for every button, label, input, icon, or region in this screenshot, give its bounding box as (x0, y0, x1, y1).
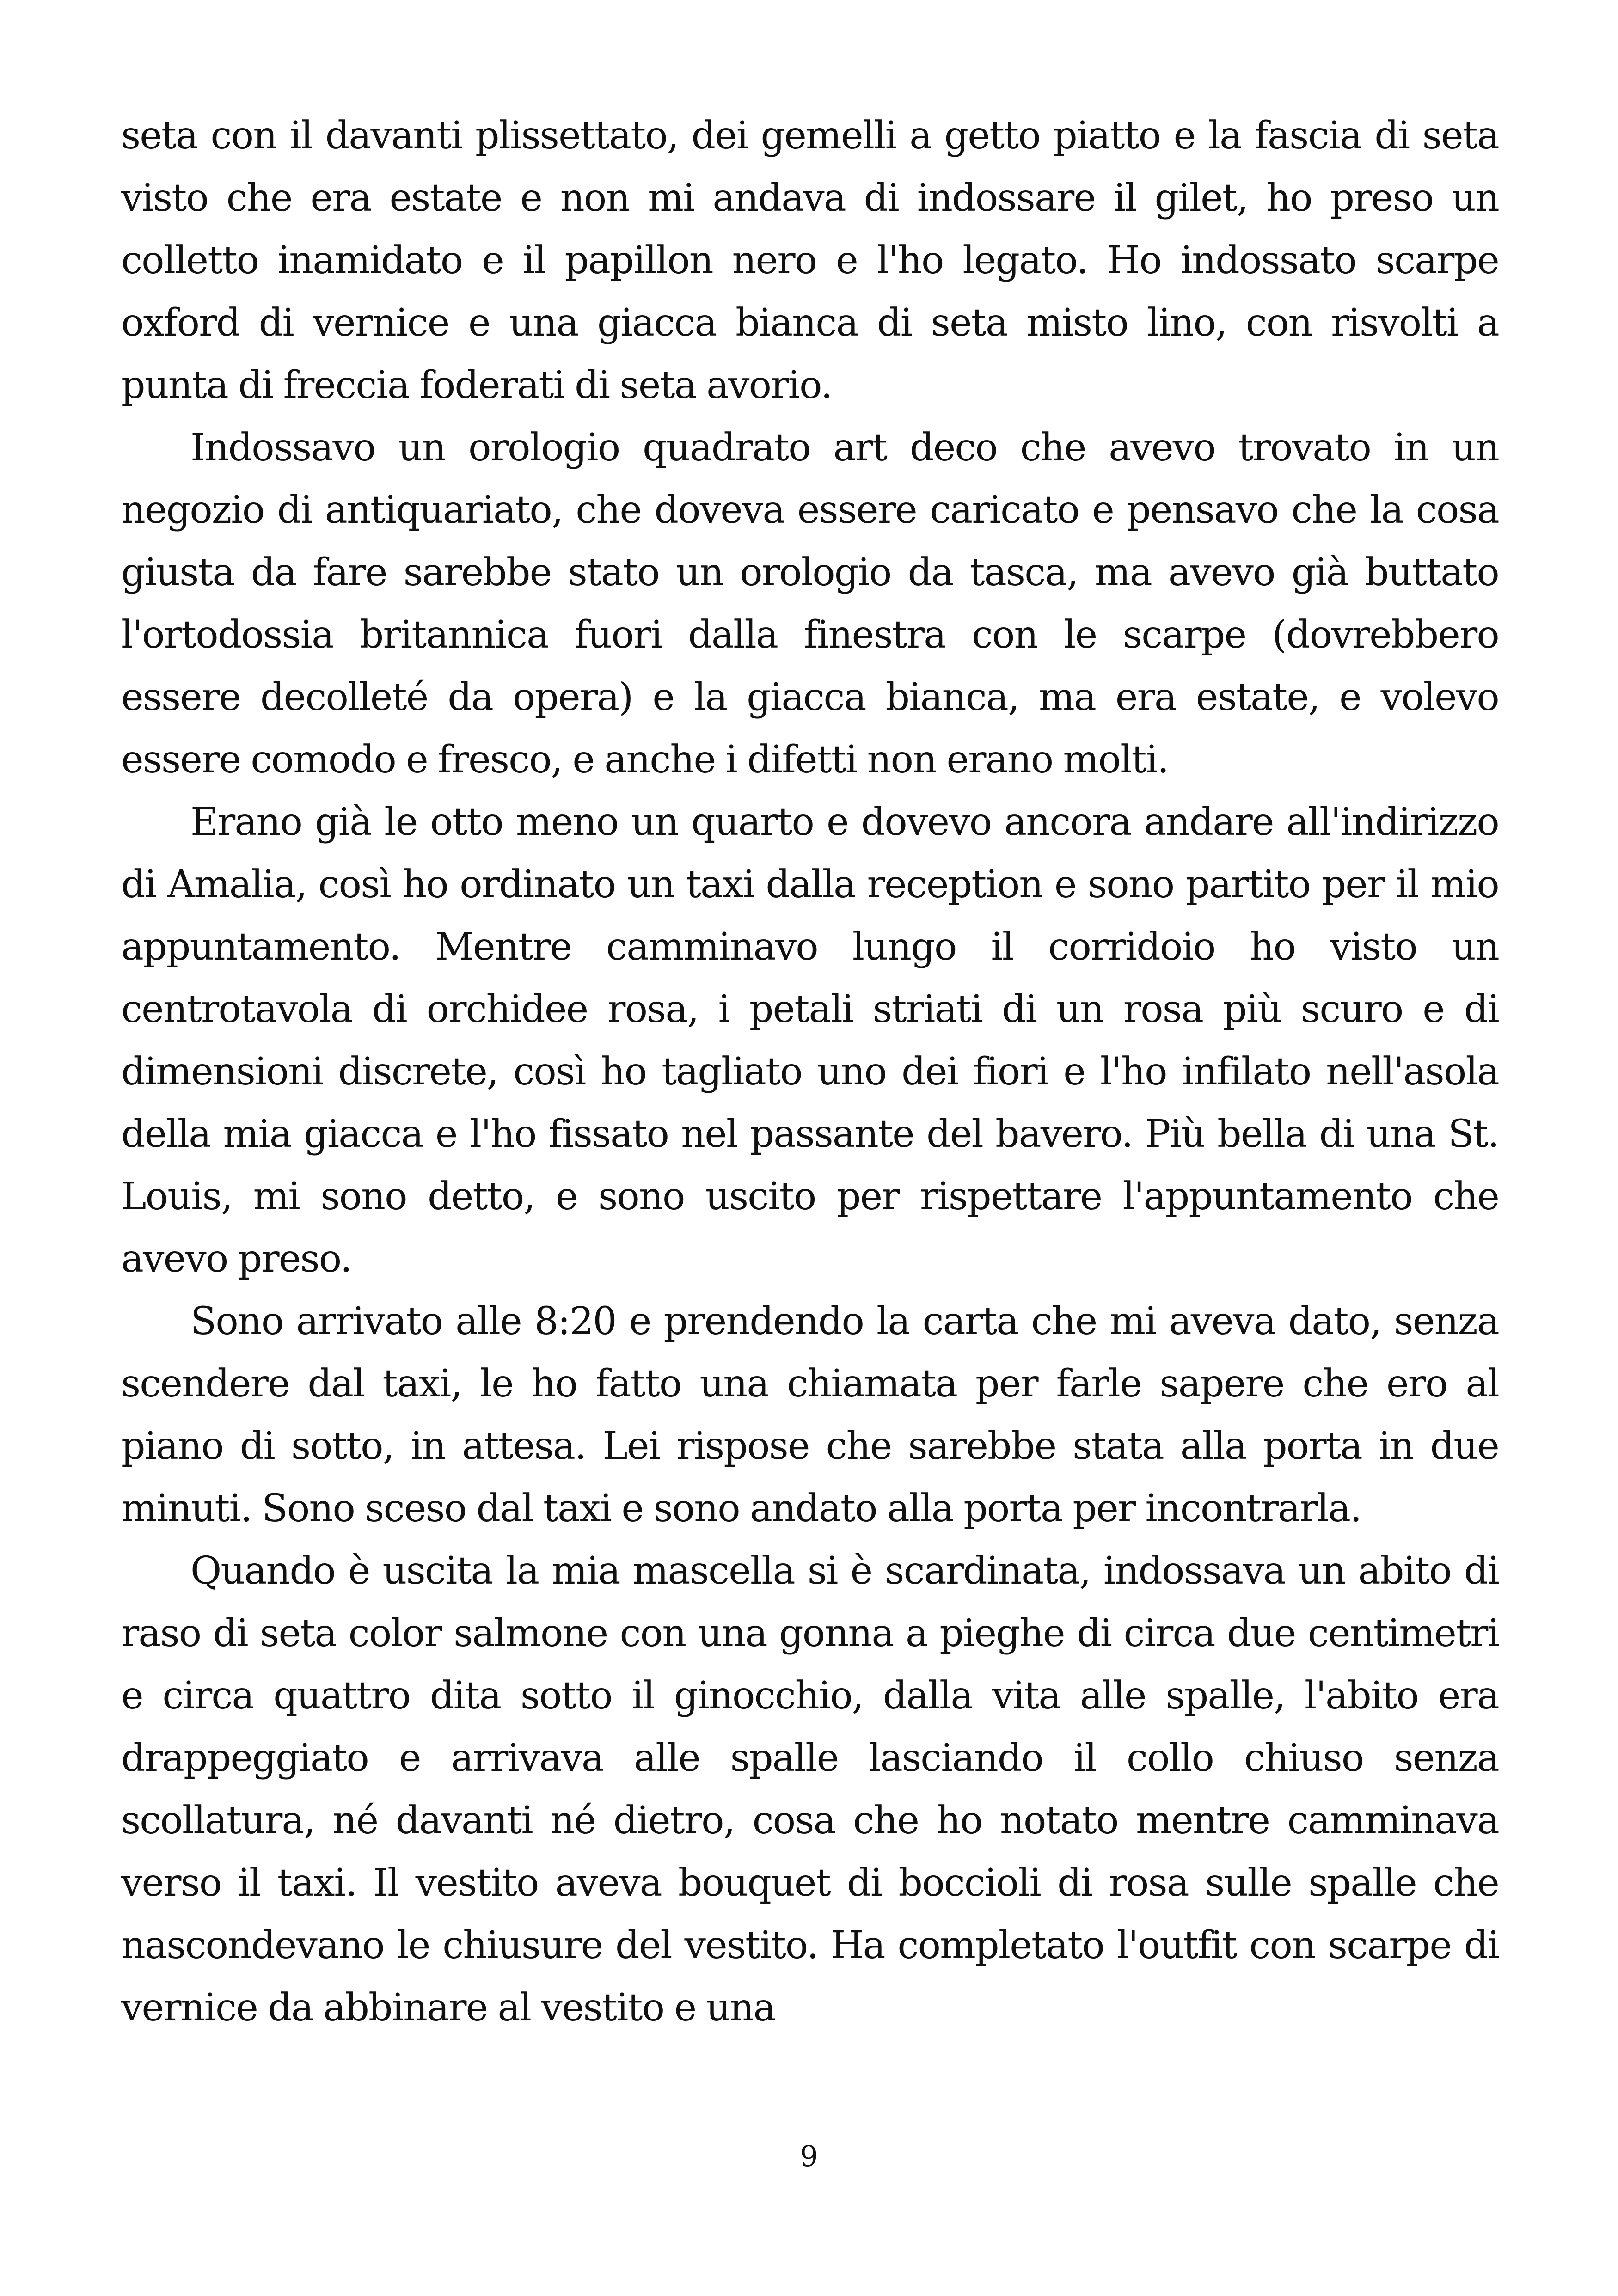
paragraph: Erano già le otto meno un quarto e dovevo ancora andare all'indirizzo di Amalia, così ho ordinato un taxi dalla reception e sono partito per il mio appuntamento. Mentre camminavo lungo il corridoio ho visto un centrotavola di orchidee rosa, i petali striati di un rosa più scuro e di dimensioni discrete, così ho tagliato uno dei fiori e l'ho infilato nell'asola della mia giacca e l'ho fissato nel passante del bavero. Più bella di una St. Louis, mi sono detto, e sono uscito per rispettare l'appuntamento che avevo preso. (121, 800, 1499, 1281)
paragraph: Indossavo un orologio quadrato art deco che avevo trovato in un negozio di antiquariato, che doveva essere caricato e pensavo che la cosa giusta da fare sarebbe stato un orologio da tasca, ma avevo già buttato l'ortodossia britannica fuori dalla finestra con le scarpe (dovrebbero essere decolleté da opera) e la giacca bianca, ma era estate, e volevo essere comodo e fresco, e anche i difetti non erano molti. (121, 426, 1499, 782)
page-number: 9 (800, 2139, 818, 2173)
body-text (121, 104, 1499, 2039)
paragraph: Sono arrivato alle 8:20 e prendendo la carta che mi aveva dato, senza scendere dal taxi, le ho fatto una chiamata per farle sapere che ero al piano di sotto, in attesa. Lei rispose che sarebbe stata alla porta in due minuti. Sono sceso dal taxi e sono andato alla porta per incontrarla. (121, 1299, 1499, 1531)
paragraph-continued: seta con il davanti plissettato, dei gemelli a getto piatto e la fascia di seta visto che era estate e non mi andava di indossare il gilet, ho preso un colletto inamidato e il papillon nero e l'ho legato. Ho indossato scarpe oxford di vernice e una giacca bianca di seta misto lino, con risvolti a punta di freccia foderati di seta avorio. (121, 114, 1499, 407)
paragraph: Quando è uscita la mia mascella si è scardinata, indossava un abito di raso di seta color salmone con una gonna a pieghe di circa due centimetri e circa quattro dita sotto il ginocchio, dalla vita alle spalle, l'abito era drappeggiato e arrivava alle spalle lasciando il collo chiuso senza scollatura, né davanti né dietro, cosa che ho notato mentre camminava verso il taxi. Il vestito aveva bouquet di boccioli di rosa sulle spalle che nascondevano le chiusure del vestito. Ha completato l'outfit con scarpe di vernice da abbinare al vestito e una (121, 1549, 1499, 2030)
